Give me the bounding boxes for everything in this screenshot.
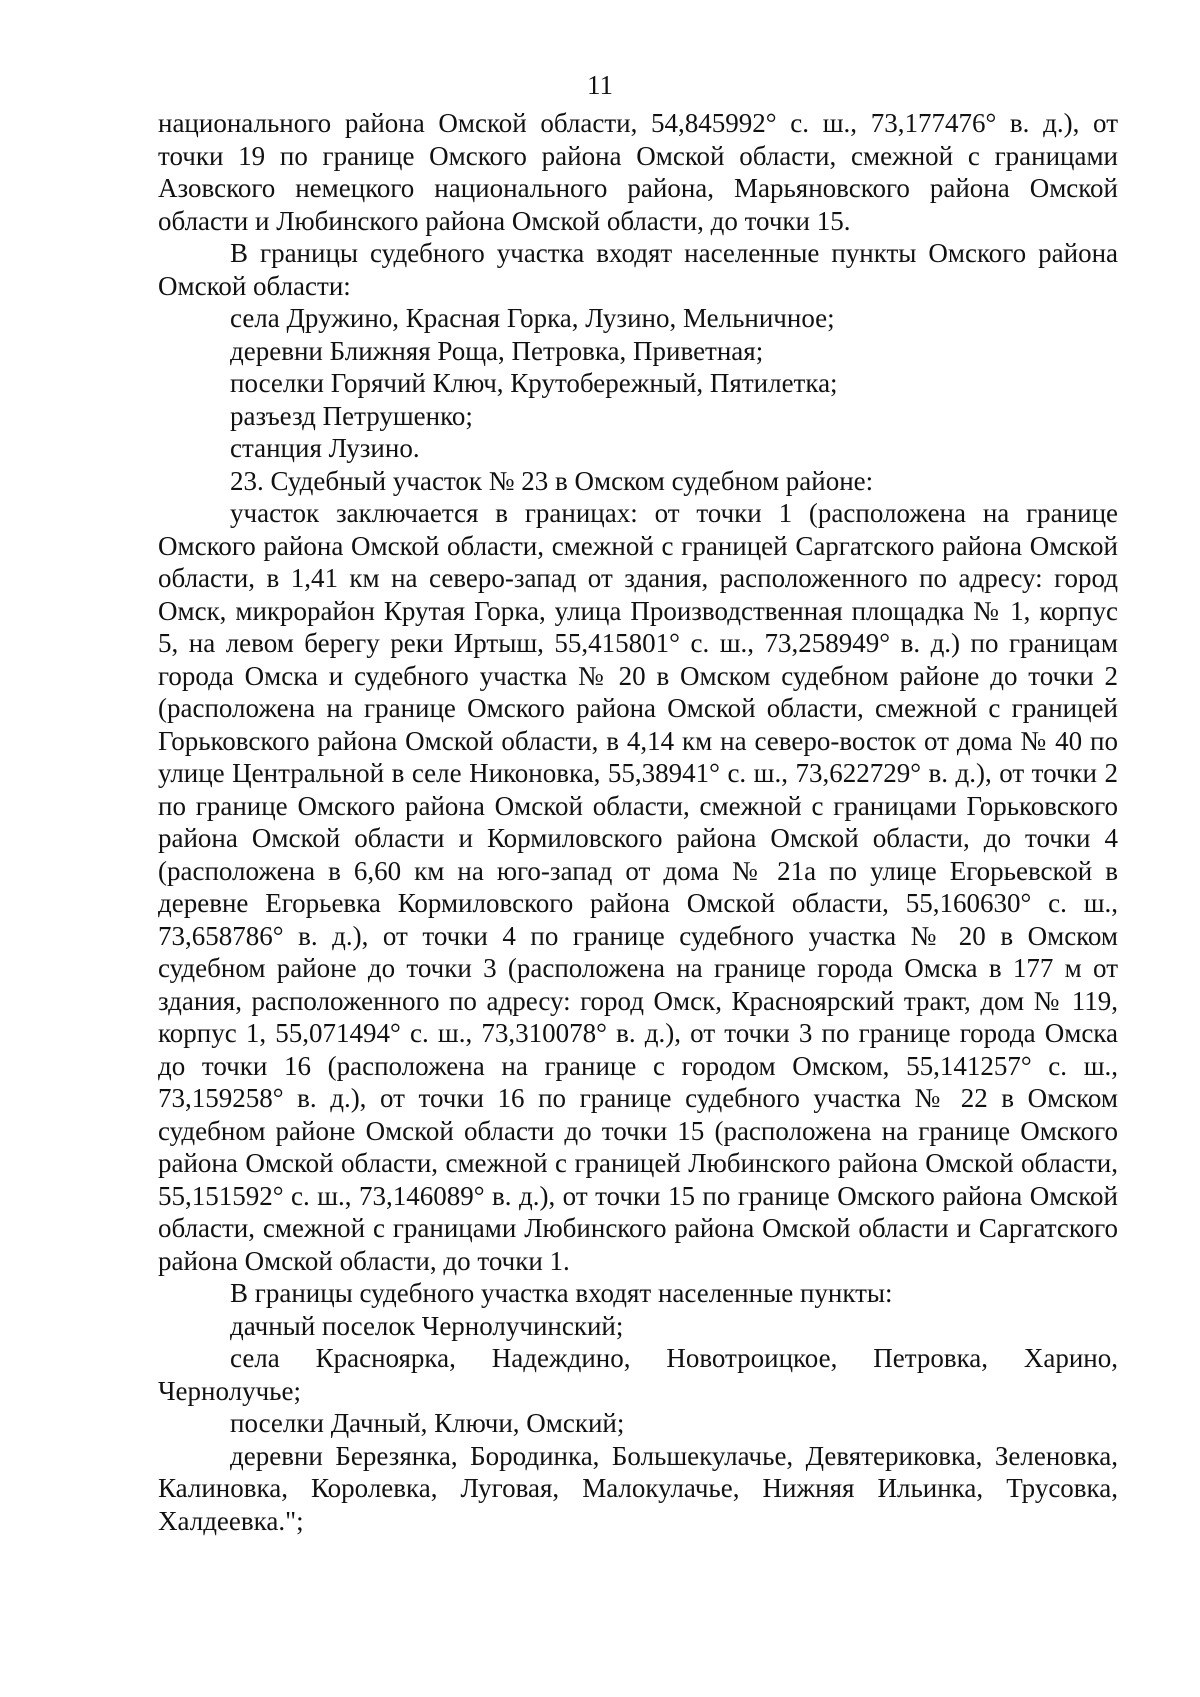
- paragraph-continuation: национального района Омской области, 54,845992° с. ш., 73,177476° в. д.), от точки 19 по границе Омского района Омской области, смежной с границами Азовского немецкого национального района, Марьяновского района Омской области и Любинского района Омской области, до точки 15.: [158, 108, 1118, 236]
- page-number: 11: [587, 70, 613, 100]
- settlement-list-item: дачный поселок Чернолучинский;: [230, 1310, 624, 1341]
- section-heading: 23. Судебный участок № 23 в Омском судебном районе:: [230, 465, 874, 496]
- settlement-list-item: деревни Березянка, Бородинка, Большекулачье, Девятериковка, Зеленовка, Калиновка, Королевка, Луговая, Малокулачье, Нижняя Ильинка, Трусовка, Халдеевка.";: [158, 1440, 1118, 1536]
- settlement-list-item: поселки Дачный, Ключи, Омский;: [230, 1408, 625, 1438]
- document-body: [158, 107, 1118, 1537]
- paragraph-boundary-description: участок заключается в границах: от точки 1 (расположена на границе Омского района Омской области, смежной с границей Саргатского района Омской области, в 1,41 км на северо-запад от здания, расположенного по адресу: город Омск, микрорайон Крутая Горка, улица Производственная площадка № 1, корпус 5, на левом берегу реки Иртыш, 55,415801° с. ш., 73,258949° в. д.) по границам города Омска и судебного участка № 20 в Омском судебном районе до точки 2 (расположена на границе Омского района Омской области, смежной с границей Горьковского района Омской области, в 4,14 км на северо-восток от дома № 40 по улице Центральной в селе Никоновка, 55,38941° с. ш., 73,622729° в. д.), от точки 2 по границе Омского района Омской области, смежной с границами Горьковского района Омской области и Кормиловского района Омской области, до точки 4 (расположена в 6,60 км на юго-запад от дома № 21а по улице Егорьевской в деревне Егорьевка Кормиловского района Омской области, 55,160630° с. ш., 73,658786° в. д.), от точки 4 по границе судебного участка № 20 в Омском судебном районе до точки 3 (расположена на границе города Омска в 177 м от здания, расположенного по адресу: город Омск, Красноярский тракт, дом № 119, корпус 1, 55,071494° с. ш., 73,310078° в. д.), от точки 3 по границе города Омска до точки 16 (расположена на границе с городом Омском, 55,141257° с. ш., 73,159258° в. д.), от точки 16 по границе судебного участка № 22 в Омском судебном районе Омской области до точки 15 (расположена на границе Омского района Омской области, смежной с границей Любинского района Омской области, 55,151592° с. ш., 73,146089° в. д.), от точки 15 по границе Омского района Омской области, смежной с границами Любинского района Омской области и Саргатского района Омской области, до точки 1.: [158, 498, 1118, 1276]
- settlement-list-item: села Дружино, Красная Горка, Лузино, Мельничное;: [230, 303, 835, 333]
- paragraph-settlements-intro: В границы судебного участка входят населенные пункты Омского района Омской области:: [158, 238, 1118, 301]
- settlement-list-item: села Красноярка, Надеждино, Новотроицкое, Петровка, Харино, Чернолучье;: [158, 1343, 1118, 1406]
- paragraph-settlements-intro: В границы судебного участка входят населенные пункты:: [230, 1278, 893, 1308]
- settlement-list-item: деревни Ближняя Роща, Петровка, Приветная;: [230, 335, 764, 366]
- settlement-list-item: станция Лузино.: [230, 433, 420, 463]
- settlement-list-item: поселки Горячий Ключ, Крутобережный, Пятилетка;: [230, 368, 838, 398]
- settlement-list-item: разъезд Петрушенко;: [230, 400, 473, 431]
